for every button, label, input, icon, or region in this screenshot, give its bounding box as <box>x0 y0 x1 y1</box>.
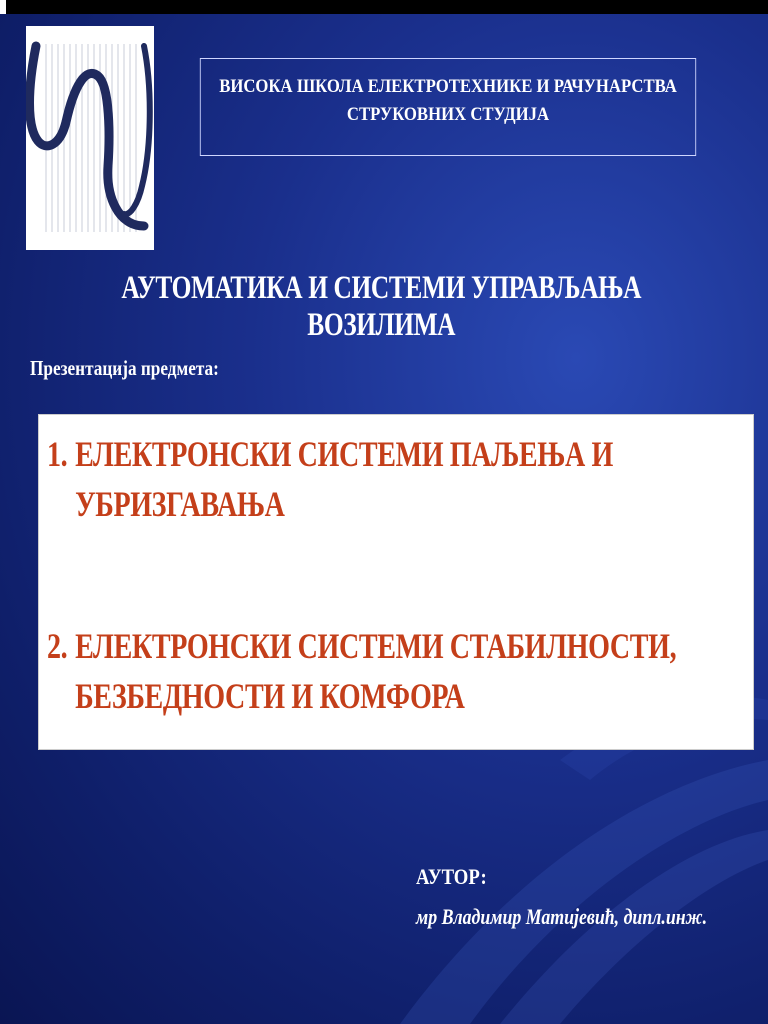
author-label: АУТОР: <box>416 864 487 889</box>
top-corner-mark <box>0 0 6 14</box>
topic-item-2 <box>47 621 676 721</box>
institution-name-line2: СТРУКОВНИХ СТУДИЈА <box>346 104 550 125</box>
subject-label: Презентација предмета: <box>30 356 219 380</box>
author-name: мр Владимир Матијевић, дипл.инж. <box>416 904 708 929</box>
institution-box <box>200 58 696 156</box>
top-black-bar <box>0 0 768 14</box>
school-logo <box>26 26 154 250</box>
topic-line: ЕЛЕКТРОНСКИ СИСТЕМИ СТАБИЛНОСТИ, <box>75 626 677 666</box>
sine-wave-logo-icon <box>26 26 154 250</box>
topic-line: БЕЗБЕДНОСТИ И КОМФОРА <box>75 676 465 716</box>
topic-item-1 <box>47 429 613 529</box>
course-title: АУТОМАТИКА И СИСТЕМИ УПРАВЉАЊА ВОЗИЛИМА <box>121 270 642 343</box>
institution-name-line1: ВИСОКА ШКОЛА ЕЛЕКТРОТЕХНИКЕ И РАЧУНАРСТВА <box>219 76 677 97</box>
topic-number: 1. <box>47 434 68 474</box>
topic-number: 2. <box>47 626 68 666</box>
topic-line: УБРИЗГАВАЊА <box>75 484 285 524</box>
topics-box <box>38 414 754 750</box>
topic-line: ЕЛЕКТРОНСКИ СИСТЕМИ ПАЉЕЊА И <box>75 434 613 474</box>
